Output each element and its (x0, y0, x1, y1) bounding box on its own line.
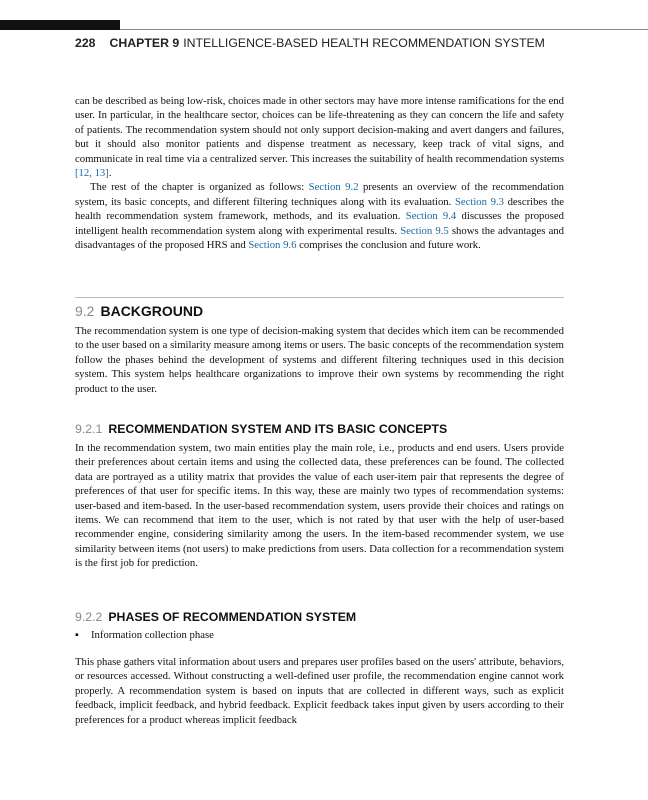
section-9-2-1-text (75, 441, 564, 571)
section-number: 9.2 (75, 303, 95, 319)
subsection-number: 9.2.2 (75, 610, 103, 624)
bullet-text: Information collection phase (91, 629, 214, 641)
chapter-label: CHAPTER 9 (109, 36, 180, 50)
section-9-2-paragraph: The recommendation system is one type of decision-making system that decides which item can be recommended to the user based on a similarity measure among items or users. The basic concepts of the recommendation system follow the phases behind the development of systems and different filtering techniques used in this decision system. This system helps healthcare organizations to improve their own systems by recommending the right product to the user. (75, 325, 564, 395)
section-9-2-1-paragraph: In the recommendation system, two main entities play the main role, i.e., products and end users. Users provide their preferences about certain items and using the collected data, these preferences can be found. The collected data are portrayed as a utility matrix that provides the value of each user-item pair that represents the degree of preferences of that user for specific items. In this way, these are mainly two types of recommendation systems: user-based and item-based. In the user-based recommendation system, users provide their choices and ratings on items. We can recommend that item to the user, which is not rated by that user with the help of user-based recommender engine, considering similarity among the users. In the item-based recommender system, we use similarity between items (not users) to make predictions from users. Data collection for a recommendation system is the first job for prediction. (75, 442, 564, 570)
intro-paragraph-2 (75, 180, 564, 252)
subsection-title: RECOMMENDATION SYSTEM AND ITS BASIC CONCEPTS (108, 422, 448, 436)
header-rule (120, 29, 648, 30)
section-heading-9-2 (75, 303, 203, 319)
intro-paragraph-1 (75, 94, 564, 180)
section-divider (75, 297, 564, 298)
section-link-9-6[interactable]: Section 9.6 (248, 239, 297, 252)
running-header (75, 36, 545, 50)
section-link-9-2[interactable]: Section 9.2 (308, 181, 359, 194)
chapter-title: INTELLIGENCE-BASED HEALTH RECOMMENDATION SYSTEM (183, 36, 545, 50)
intro-text (75, 94, 564, 252)
intro-p2-e: shows the advantages and disadvantages of the proposed HRS and (75, 224, 564, 252)
section-9-2-2-text (75, 655, 564, 727)
section-heading-9-2-2 (75, 610, 356, 624)
intro-p2-b: presents an overview of the recommendation system, its basic concepts, and different filtering techniques along with its evaluation. (75, 181, 564, 208)
intro-p2-c: describes the health recommendation system framework, methods, and its evaluation. (75, 195, 565, 223)
header-bar (0, 20, 120, 30)
section-link-9-4[interactable]: Section 9.4 (405, 210, 457, 223)
subsection-number: 9.2.1 (75, 422, 103, 436)
bullet-icon: ▪ (75, 629, 79, 641)
subsection-title: PHASES OF RECOMMENDATION SYSTEM (108, 610, 357, 624)
intro-p2-a: The rest of the chapter is organized as follows: (90, 181, 309, 194)
citation-link[interactable]: [12, 13] (75, 167, 109, 180)
section-link-9-5[interactable]: Section 9.5 (400, 224, 449, 237)
section-link-9-3[interactable]: Section 9.3 (454, 195, 504, 208)
intro-p1-text: can be described as being low-risk, choices made in other sectors may have more intense ramifications for the end user. In particular, in the healthcare sector, choices can be life-threatening as they can concern the life and safety of patients. The recommendation system should not only support decision-making and avert dangers and failures, but it should also monitor patients and dispense treatment as necessary, keep track of vital signs, and communicate in real time via a centralized server. This increases the suitability of health recommendation systems (75, 95, 564, 165)
intro-p2-d: discusses the proposed intelligent health recommendation system along with experimental results. (75, 210, 564, 237)
intro-p1-end: . (108, 167, 112, 180)
page-number: 228 (75, 36, 96, 50)
section-9-2-2-paragraph: This phase gathers vital information about users and prepares user profiles based on the users' attribute, behaviors, or resources accessed. Without constructing a well-defined user profile, the recommendation engine cannot work properly. A recommendation system is based on inputs that are collected in different ways, such as explicit feedback, implicit feedback, and hybrid feedback. Explicit feedback takes input given by users according to their preferences for a product whereas implicit feedback (75, 656, 564, 726)
section-heading-9-2-1 (75, 422, 447, 436)
section-title: BACKGROUND (100, 303, 204, 319)
section-9-2-text (75, 324, 564, 396)
intro-p2-f: comprises the conclusion and future work. (296, 239, 481, 252)
list-item (75, 629, 214, 641)
